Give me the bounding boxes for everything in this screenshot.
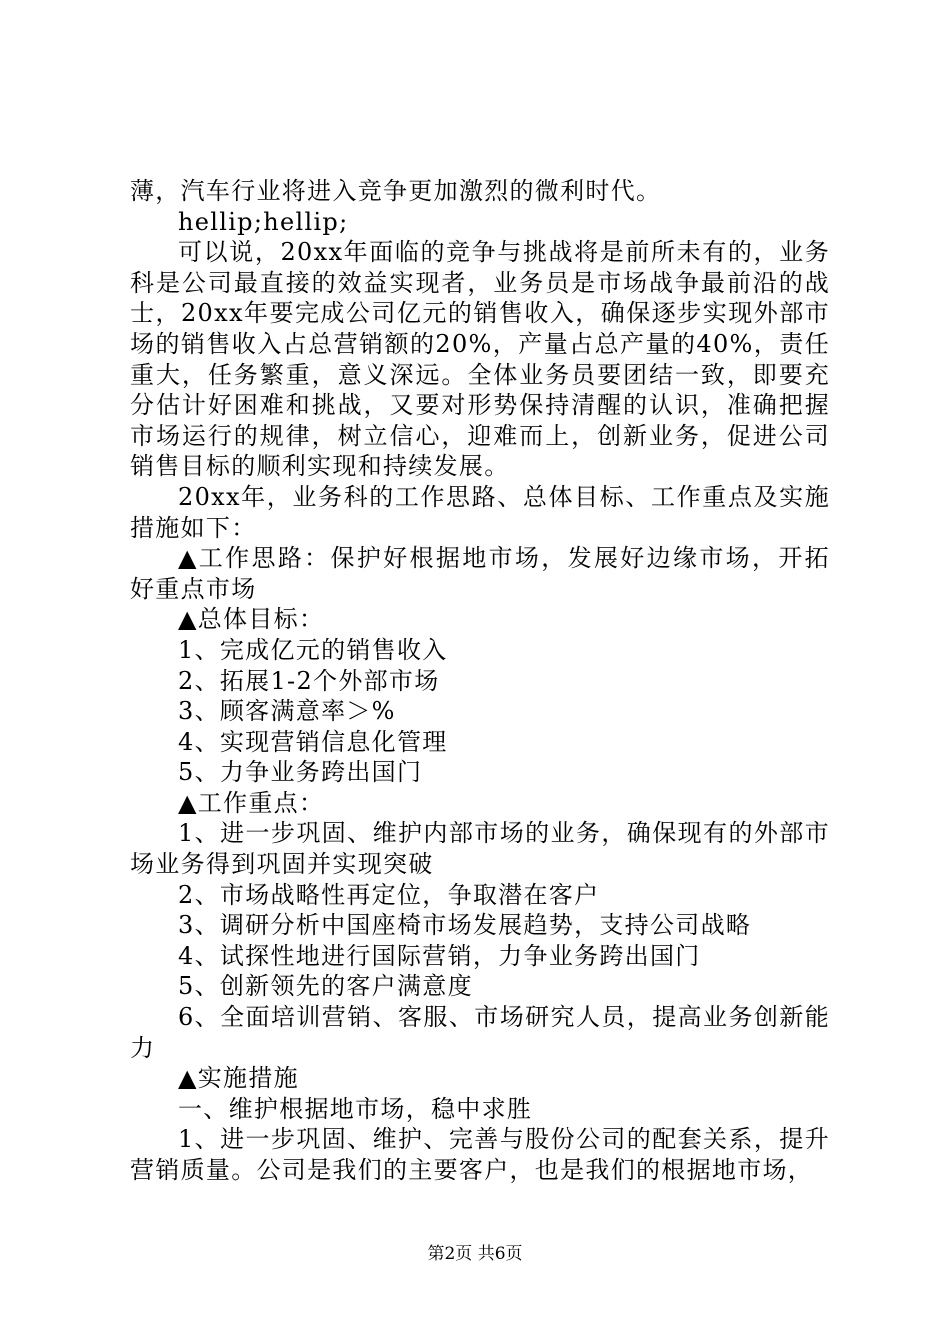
paragraph: 可以说，20xx年面临的竞争与挑战将是前所未有的，业务科是公司最直接的效益实现者，业务员是市场战争最前沿的战士，20xx年要完成公司亿元的销售收入，确保逐步实现外部市场的销售收入占总营销额的20%，产量占总产量的40%，责任重大，任务繁重，意义深远。全体业务员要团结一致，即要充分估计好困难和挑战，又要对形势保持清醒的认识，准确把握市场运行的规律，树立信心，迎难而上，创新业务，促进公司销售目标的顺利实现和持续发展。 xyxy=(130,238,830,481)
paragraph: hellip;hellip; xyxy=(178,207,349,236)
paragraph: 4、试探性地进行国际营销，力争业务跨出国门 xyxy=(178,941,701,970)
paragraph: 2、拓展1-2个外部市场 xyxy=(178,666,440,695)
paragraph: 20xx年，业务科的工作思路、总体目标、工作重点及实施措施如下： xyxy=(130,482,830,542)
paragraph: 6、全面培训营销、客服、市场研究人员，提高业务创新能力 xyxy=(130,1003,830,1062)
paragraph: 5、创新领先的客户满意度 xyxy=(178,972,473,1001)
paragraph: 3、顾客满意率＞% xyxy=(178,697,396,726)
paragraph: 1、进一步巩固、维护内部市场的业务，确保现有的外部市场业务得到巩固并实现突破 xyxy=(130,819,830,879)
paragraph: 1、进一步巩固、维护、完善与股份公司的配套关系，提升营销质量。公司是我们的主要客户，也是我们的根据地市场， xyxy=(130,1125,830,1184)
paragraph: 薄，汽车行业将进入竞争更加激烈的微利时代。 xyxy=(130,177,662,205)
paragraph: 一、维护根据地市场，稳中求胜 xyxy=(178,1094,533,1123)
document-body xyxy=(130,176,830,1186)
paragraph: 4、实现营销信息化管理 xyxy=(178,727,448,756)
paragraph: ▲工作重点： xyxy=(178,788,325,817)
page-number-footer: 第2页 共6页 xyxy=(427,1244,523,1264)
paragraph: ▲工作思路：保护好根据地市场，发展好边缘市场，开拓好重点市场 xyxy=(130,544,830,603)
paragraph: 3、调研分析中国座椅市场发展趋势，支持公司战略 xyxy=(178,911,752,940)
paragraph: ▲总体目标： xyxy=(178,605,325,634)
paragraph: 2、市场战略性再定位，争取潜在客户 xyxy=(178,880,600,909)
paragraph: ▲实施措施 xyxy=(178,1064,299,1093)
paragraph: 1、完成亿元的销售收入 xyxy=(178,635,448,664)
paragraph: 5、力争业务跨出国门 xyxy=(178,758,423,787)
